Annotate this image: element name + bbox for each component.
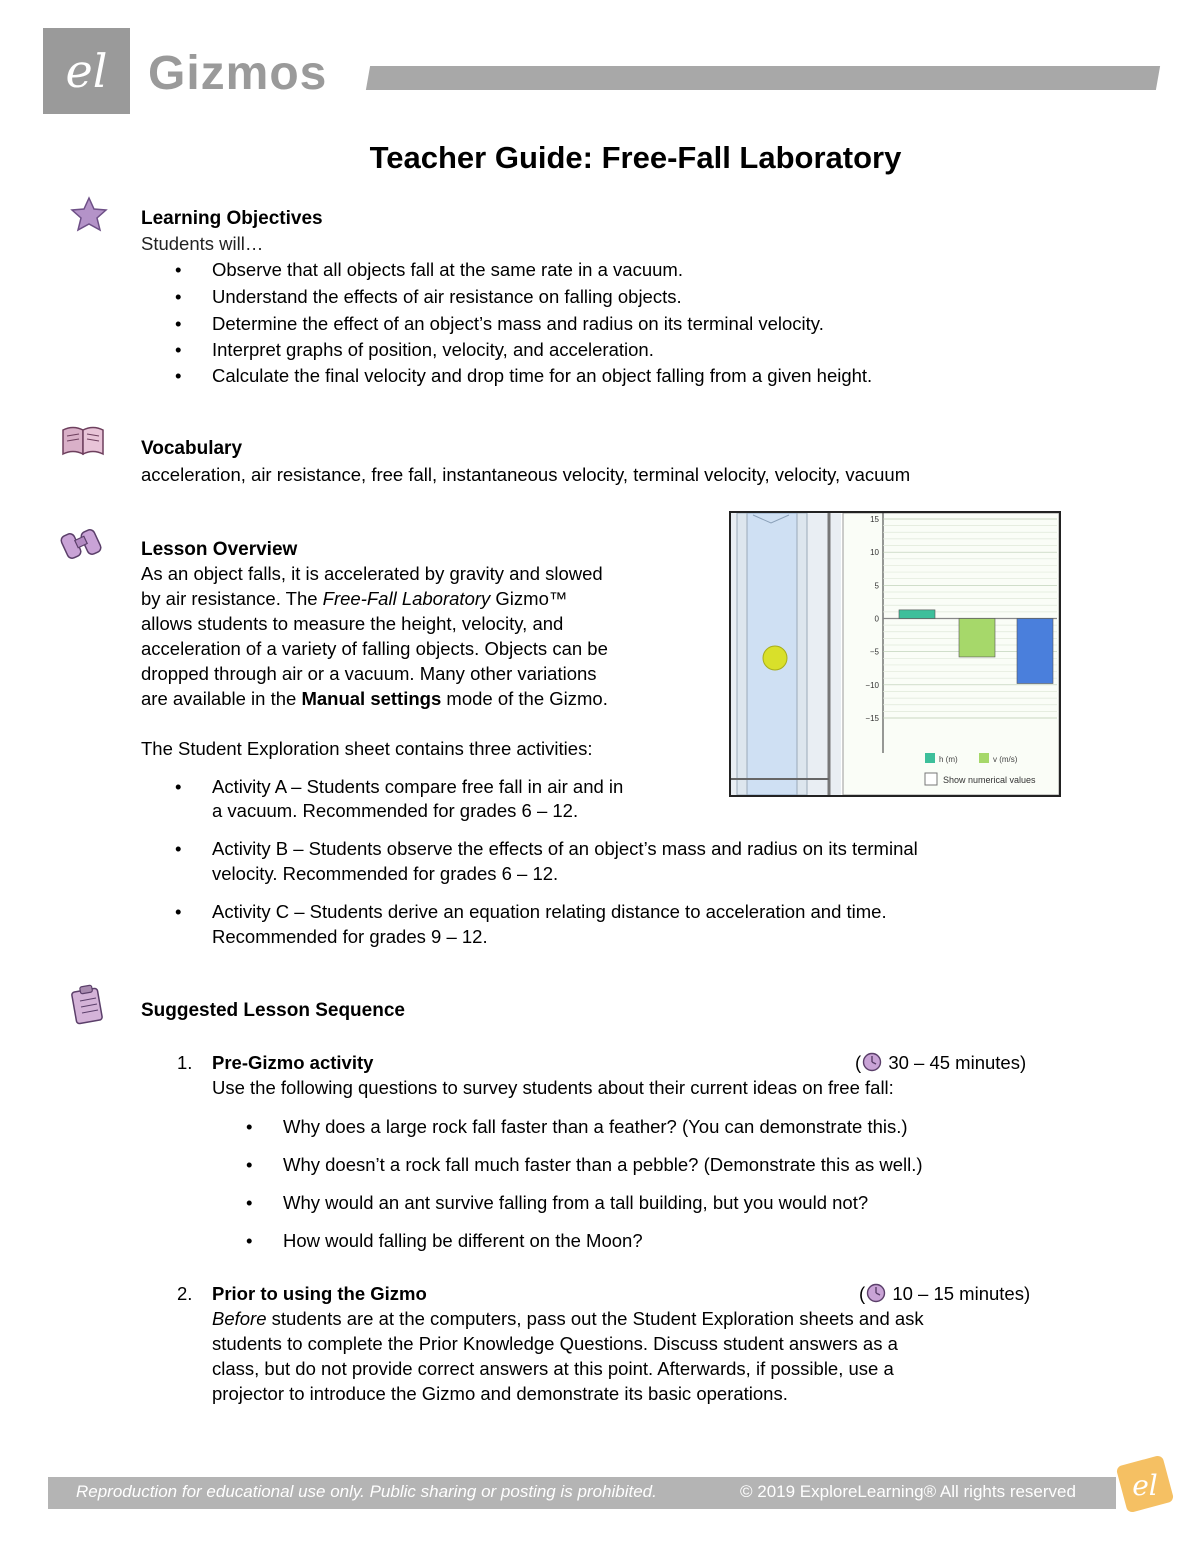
list-item: • Understand the effects of air resistance on falling objects.: [212, 284, 682, 309]
y-tick-label: −5: [869, 647, 879, 657]
explorelearning-logo: [1113, 1452, 1177, 1516]
legend-v-label: v (m/s): [993, 755, 1018, 764]
list-item-continued: a vacuum. Recommended for grades 6 – 12.: [212, 800, 579, 821]
book-icon: [60, 424, 106, 458]
overview-line-1: As an object falls, it is accelerated by gravity and slowed: [141, 563, 603, 584]
overview-line-2: by air resistance. The Free-Fall Laboratory Gizmo™: [141, 588, 568, 609]
step-1-intro: Use the following questions to survey students about their current ideas on free fall:: [212, 1077, 894, 1098]
list-item: • Determine the effect of an object’s mass and radius on its terminal velocity.: [212, 311, 824, 336]
binoculars-icon: [60, 526, 106, 562]
gizmo-screenshot: [729, 511, 1061, 797]
list-item: • Observe that all objects fall at the same rate in a vacuum.: [212, 257, 683, 282]
activities-intro: The Student Exploration sheet contains three activities:: [141, 738, 593, 759]
el-logo-glyph: el: [65, 44, 108, 98]
legend-h-label: h (m): [939, 755, 958, 764]
star-icon: [70, 196, 108, 232]
list-item-continued: Recommended for grades 9 – 12.: [212, 926, 488, 947]
clock-icon: [865, 1283, 887, 1303]
list-item: • Why would an ant survive falling from a tall building, but you would not?: [283, 1190, 868, 1215]
header-bar: [366, 66, 1160, 90]
bar-1: [959, 619, 995, 657]
list-item: • Activity A – Students compare free fall in air and in: [212, 774, 623, 799]
falling-ball: [763, 646, 787, 670]
legend-h-swatch: [925, 753, 935, 763]
list-item: • How would falling be different on the Moon?: [283, 1228, 643, 1253]
y-tick-label: 0: [874, 614, 879, 624]
vocabulary-heading: Vocabulary: [141, 438, 243, 459]
show-values-label: Show numerical values: [943, 775, 1036, 785]
footer-disclaimer: Reproduction for educational use only. Public sharing or posting is prohibited.: [76, 1482, 657, 1501]
overview-line-3: allows students to measure the height, velocity, and: [141, 613, 564, 634]
step-2-line-1: Before students are at the computers, pass out the Student Exploration sheets and ask: [212, 1308, 924, 1329]
objectives-heading: Learning Objectives: [141, 208, 323, 229]
overview-line-6: are available in the Manual settings mode of the Gizmo.: [141, 688, 608, 709]
list-item: • Activity B – Students observe the effects of an object’s mass and radius on its terminal: [212, 836, 918, 861]
sequence-heading: Suggested Lesson Sequence: [141, 1000, 405, 1021]
y-tick-label: −15: [865, 714, 879, 723]
bar-0: [899, 610, 935, 619]
step-1-number: 1.: [177, 1052, 193, 1073]
overview-line-4: acceleration of a variety of falling objects. Objects can be: [141, 638, 608, 659]
list-item: • Activity C – Students derive an equation relating distance to acceleration and time.: [212, 899, 887, 924]
step-1-title: Pre-Gizmo activity: [212, 1052, 374, 1073]
objectives-intro: Students will…: [141, 233, 264, 254]
list-item: • Interpret graphs of position, velocity, and acceleration.: [212, 337, 654, 362]
y-tick-label: 15: [870, 515, 879, 524]
y-tick-label: 10: [870, 548, 879, 558]
y-tick-label: −10: [865, 680, 879, 690]
step-2-line-4: projector to introduce the Gizmo and demonstrate its basic operations.: [212, 1383, 788, 1404]
step-2-line-2: students to complete the Prior Knowledge Questions. Discuss student answers as a: [212, 1333, 898, 1354]
clock-icon: [861, 1052, 883, 1072]
overview-line-5: dropped through air or a vacuum. Many other variations: [141, 663, 597, 684]
step-2-number: 2.: [177, 1283, 193, 1304]
y-tick-label: 5: [874, 581, 879, 591]
list-item-continued: velocity. Recommended for grades 6 – 12.: [212, 863, 559, 884]
show-values-checkbox[interactable]: [925, 773, 937, 785]
list-item: • Calculate the final velocity and drop time for an object falling from a given height.: [212, 363, 872, 388]
gizmos-logo-box: [43, 28, 130, 114]
page-title: Teacher Guide: Free-Fall Laboratory: [369, 140, 902, 175]
list-item: • Why doesn’t a rock fall much faster than a pebble? (Demonstrate this as well.): [283, 1152, 923, 1177]
tube-rail-right: [797, 513, 807, 795]
step-2-title: Prior to using the Gizmo: [212, 1283, 427, 1304]
step-2-line-3: class, but do not provide correct answers at this point. Afterwards, if possible, use a: [212, 1358, 894, 1379]
clipboard-icon: [70, 984, 106, 1026]
overview-heading: Lesson Overview: [141, 539, 298, 560]
step-1-time: ( 30 – 45 minutes): [855, 1052, 1027, 1073]
gizmo-screenshot-svg: [731, 513, 1059, 795]
legend-v-swatch: [979, 753, 989, 763]
footer-copyright: © 2019 ExploreLearning® All rights reserved: [740, 1482, 1076, 1501]
step-2-time: ( 10 – 15 minutes): [859, 1283, 1031, 1304]
bar-2: [1017, 619, 1053, 684]
brand-name: Gizmos: [148, 47, 328, 100]
footer-logo-glyph: el: [1132, 1469, 1158, 1502]
list-item: • Why does a large rock fall faster than a feather? (You can demonstrate this.): [283, 1114, 908, 1139]
vocabulary-text: acceleration, air resistance, free fall, instantaneous velocity, terminal velocity, velocity, vacuum: [141, 464, 911, 485]
tube-rail-left: [737, 513, 747, 795]
